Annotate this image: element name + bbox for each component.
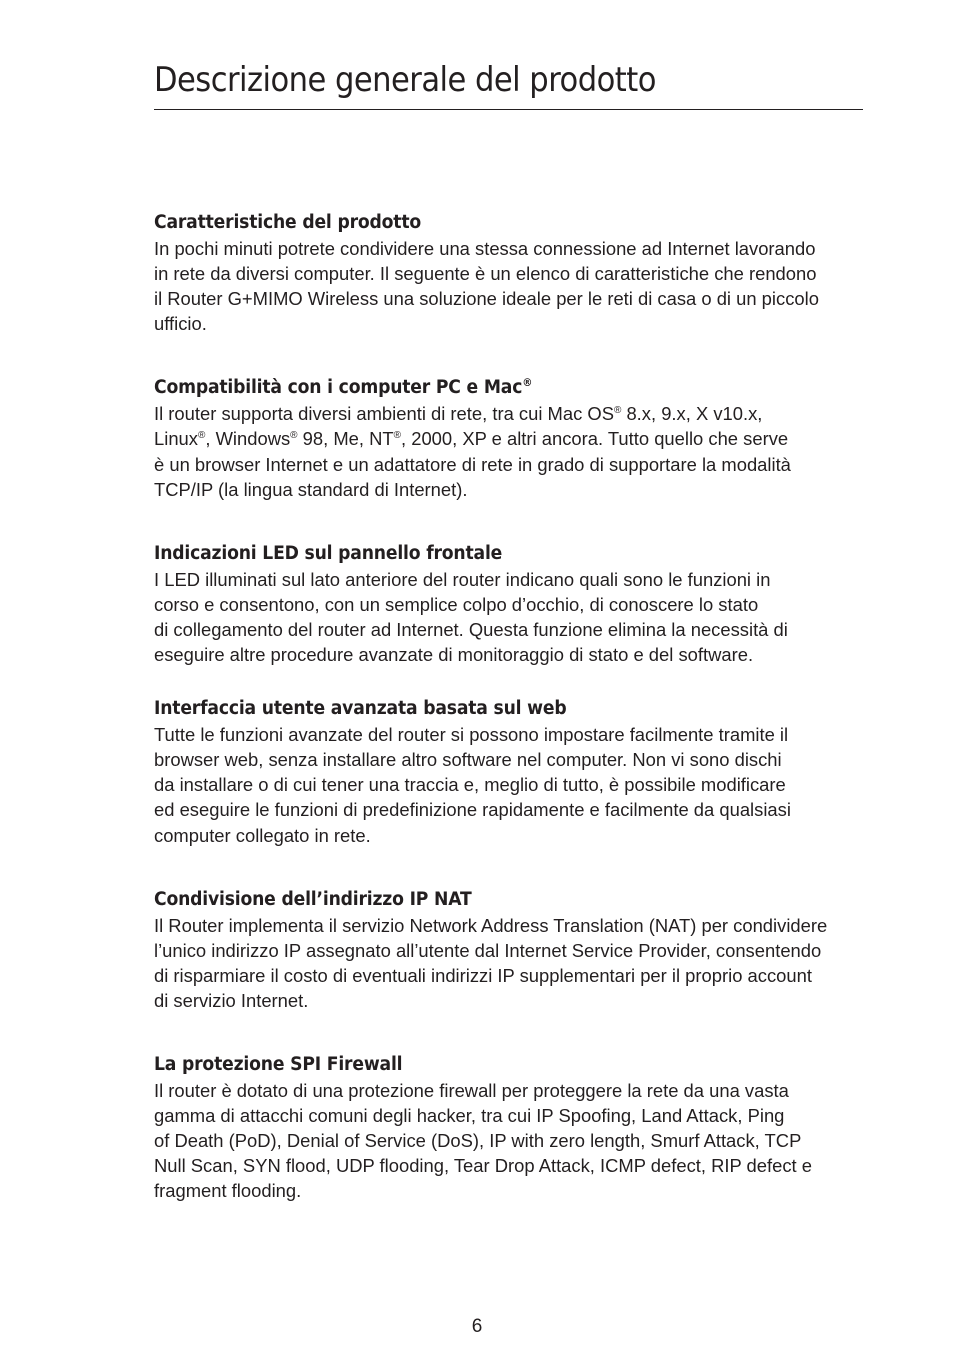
page-title: Descrizione generale del prodotto — [154, 60, 656, 100]
paragraph-line — [154, 426, 902, 451]
text-run: , Windows — [205, 428, 291, 450]
paragraph-line: corso e consentono, con un semplice colpo d’occhio, di conoscere lo stato — [154, 593, 759, 615]
document-body — [154, 210, 902, 1203]
paragraph-line: In pochi minuti potrete condividere una stessa connessione ad Internet lavorando — [154, 238, 816, 259]
section-led-indicators — [154, 541, 902, 667]
text-run: 8.x, 9.x, X v10.x, — [621, 403, 763, 425]
section-paragraph — [154, 401, 902, 501]
text-run: Linux — [154, 428, 198, 450]
paragraph-line: da installare o di cui tener una traccia e, meglio di tutto, è possibile modificare — [154, 774, 786, 796]
paragraph-line: browser web, senza installare altro software nel computer. Non vi sono dischi — [154, 749, 782, 771]
section-heading: Indicazioni LED sul pannello frontale — [154, 542, 503, 564]
paragraph-line: in rete da diversi computer. Il seguente è un elenco di caratteristiche che rendono — [154, 263, 817, 285]
paragraph-line: Il Router implementa il servizio Network Address Translation (NAT) per condividere — [154, 914, 828, 936]
section-heading-text: Compatibilità con i computer PC e Mac — [154, 377, 523, 399]
section-spi-firewall — [154, 1052, 902, 1203]
section-heading: Caratteristiche del prodotto — [154, 212, 421, 233]
paragraph-line: of Death (PoD), Denial of Service (DoS), IP with zero length, Smurf Attack, TCP — [154, 1130, 802, 1152]
text-run: Il router supporta diversi ambienti di rete, tra cui Mac OS — [154, 403, 614, 425]
paragraph-line: Il router è dotato di una protezione firewall per proteggere la rete da una vasta — [154, 1079, 789, 1101]
registered-mark: ® — [522, 376, 533, 390]
paragraph-line: l’unico indirizzo IP assegnato all’utente dal Internet Service Provider, consentendo — [154, 939, 822, 961]
section-paragraph — [154, 1078, 902, 1203]
paragraph-line: fragment flooding. — [154, 1180, 302, 1202]
paragraph-line: di servizio Internet. — [154, 989, 309, 1011]
paragraph-line: ufficio. — [154, 313, 207, 335]
paragraph-line: di collegamento del router ad Internet. Questa funzione elimina la necessità di — [154, 618, 788, 640]
section-paragraph — [154, 913, 902, 1013]
section-paragraph — [154, 722, 902, 847]
paragraph-line: computer collegato in rete. — [154, 824, 371, 846]
paragraph-line: I LED illuminati sul lato anteriore del router indicano quali sono le funzioni in — [154, 568, 771, 590]
registered-mark: ® — [290, 430, 298, 442]
section-product-features — [154, 210, 902, 336]
paragraph-line: Tutte le funzioni avanzate del router si possono impostare facilmente tramite il — [154, 724, 789, 746]
section-heading: Condivisione dell’indirizzo IP NAT — [154, 888, 472, 910]
section-heading: Interfaccia utente avanzata basata sul web — [154, 698, 567, 720]
registered-mark: ® — [393, 430, 401, 442]
page-number: 6 — [471, 1316, 483, 1337]
registered-mark: ® — [613, 405, 622, 417]
section-compatibility — [154, 375, 902, 501]
section-nat-sharing — [154, 887, 902, 1013]
paragraph-line: gamma di attacchi comuni degli hacker, tra cui IP Spoofing, Land Attack, Ping — [154, 1105, 785, 1127]
section-web-interface — [154, 696, 902, 847]
paragraph-line: TCP/IP (la lingua standard di Internet). — [154, 478, 468, 500]
title-divider — [154, 109, 863, 110]
paragraph-line: è un browser Internet e un adattatore di rete in grado di supportare la modalità — [154, 453, 791, 475]
text-run: , 2000, XP e altri ancora. Tutto quello che serve — [401, 428, 789, 450]
paragraph-line — [154, 401, 902, 426]
paragraph-line: Null Scan, SYN flood, UDP flooding, Tear Drop Attack, ICMP defect, RIP defect e — [154, 1155, 812, 1177]
text-run: 98, Me, NT — [297, 428, 394, 450]
registered-mark: ® — [197, 430, 206, 442]
section-heading: La protezione SPI Firewall — [154, 1053, 403, 1075]
paragraph-line: eseguire altre procedure avanzate di monitoraggio di stato e del software. — [154, 644, 754, 666]
paragraph-line: ed eseguire le funzioni di predefinizione rapidamente e facilmente da qualsiasi — [154, 799, 791, 821]
section-paragraph — [154, 236, 902, 336]
paragraph-line: di risparmiare il costo di eventuali indirizzi IP supplementari per il proprio account — [154, 964, 812, 986]
section-heading — [154, 375, 850, 401]
paragraph-line: il Router G+MIMO Wireless una soluzione ideale per le reti di casa o di un piccolo — [154, 288, 819, 310]
section-paragraph — [154, 567, 902, 667]
